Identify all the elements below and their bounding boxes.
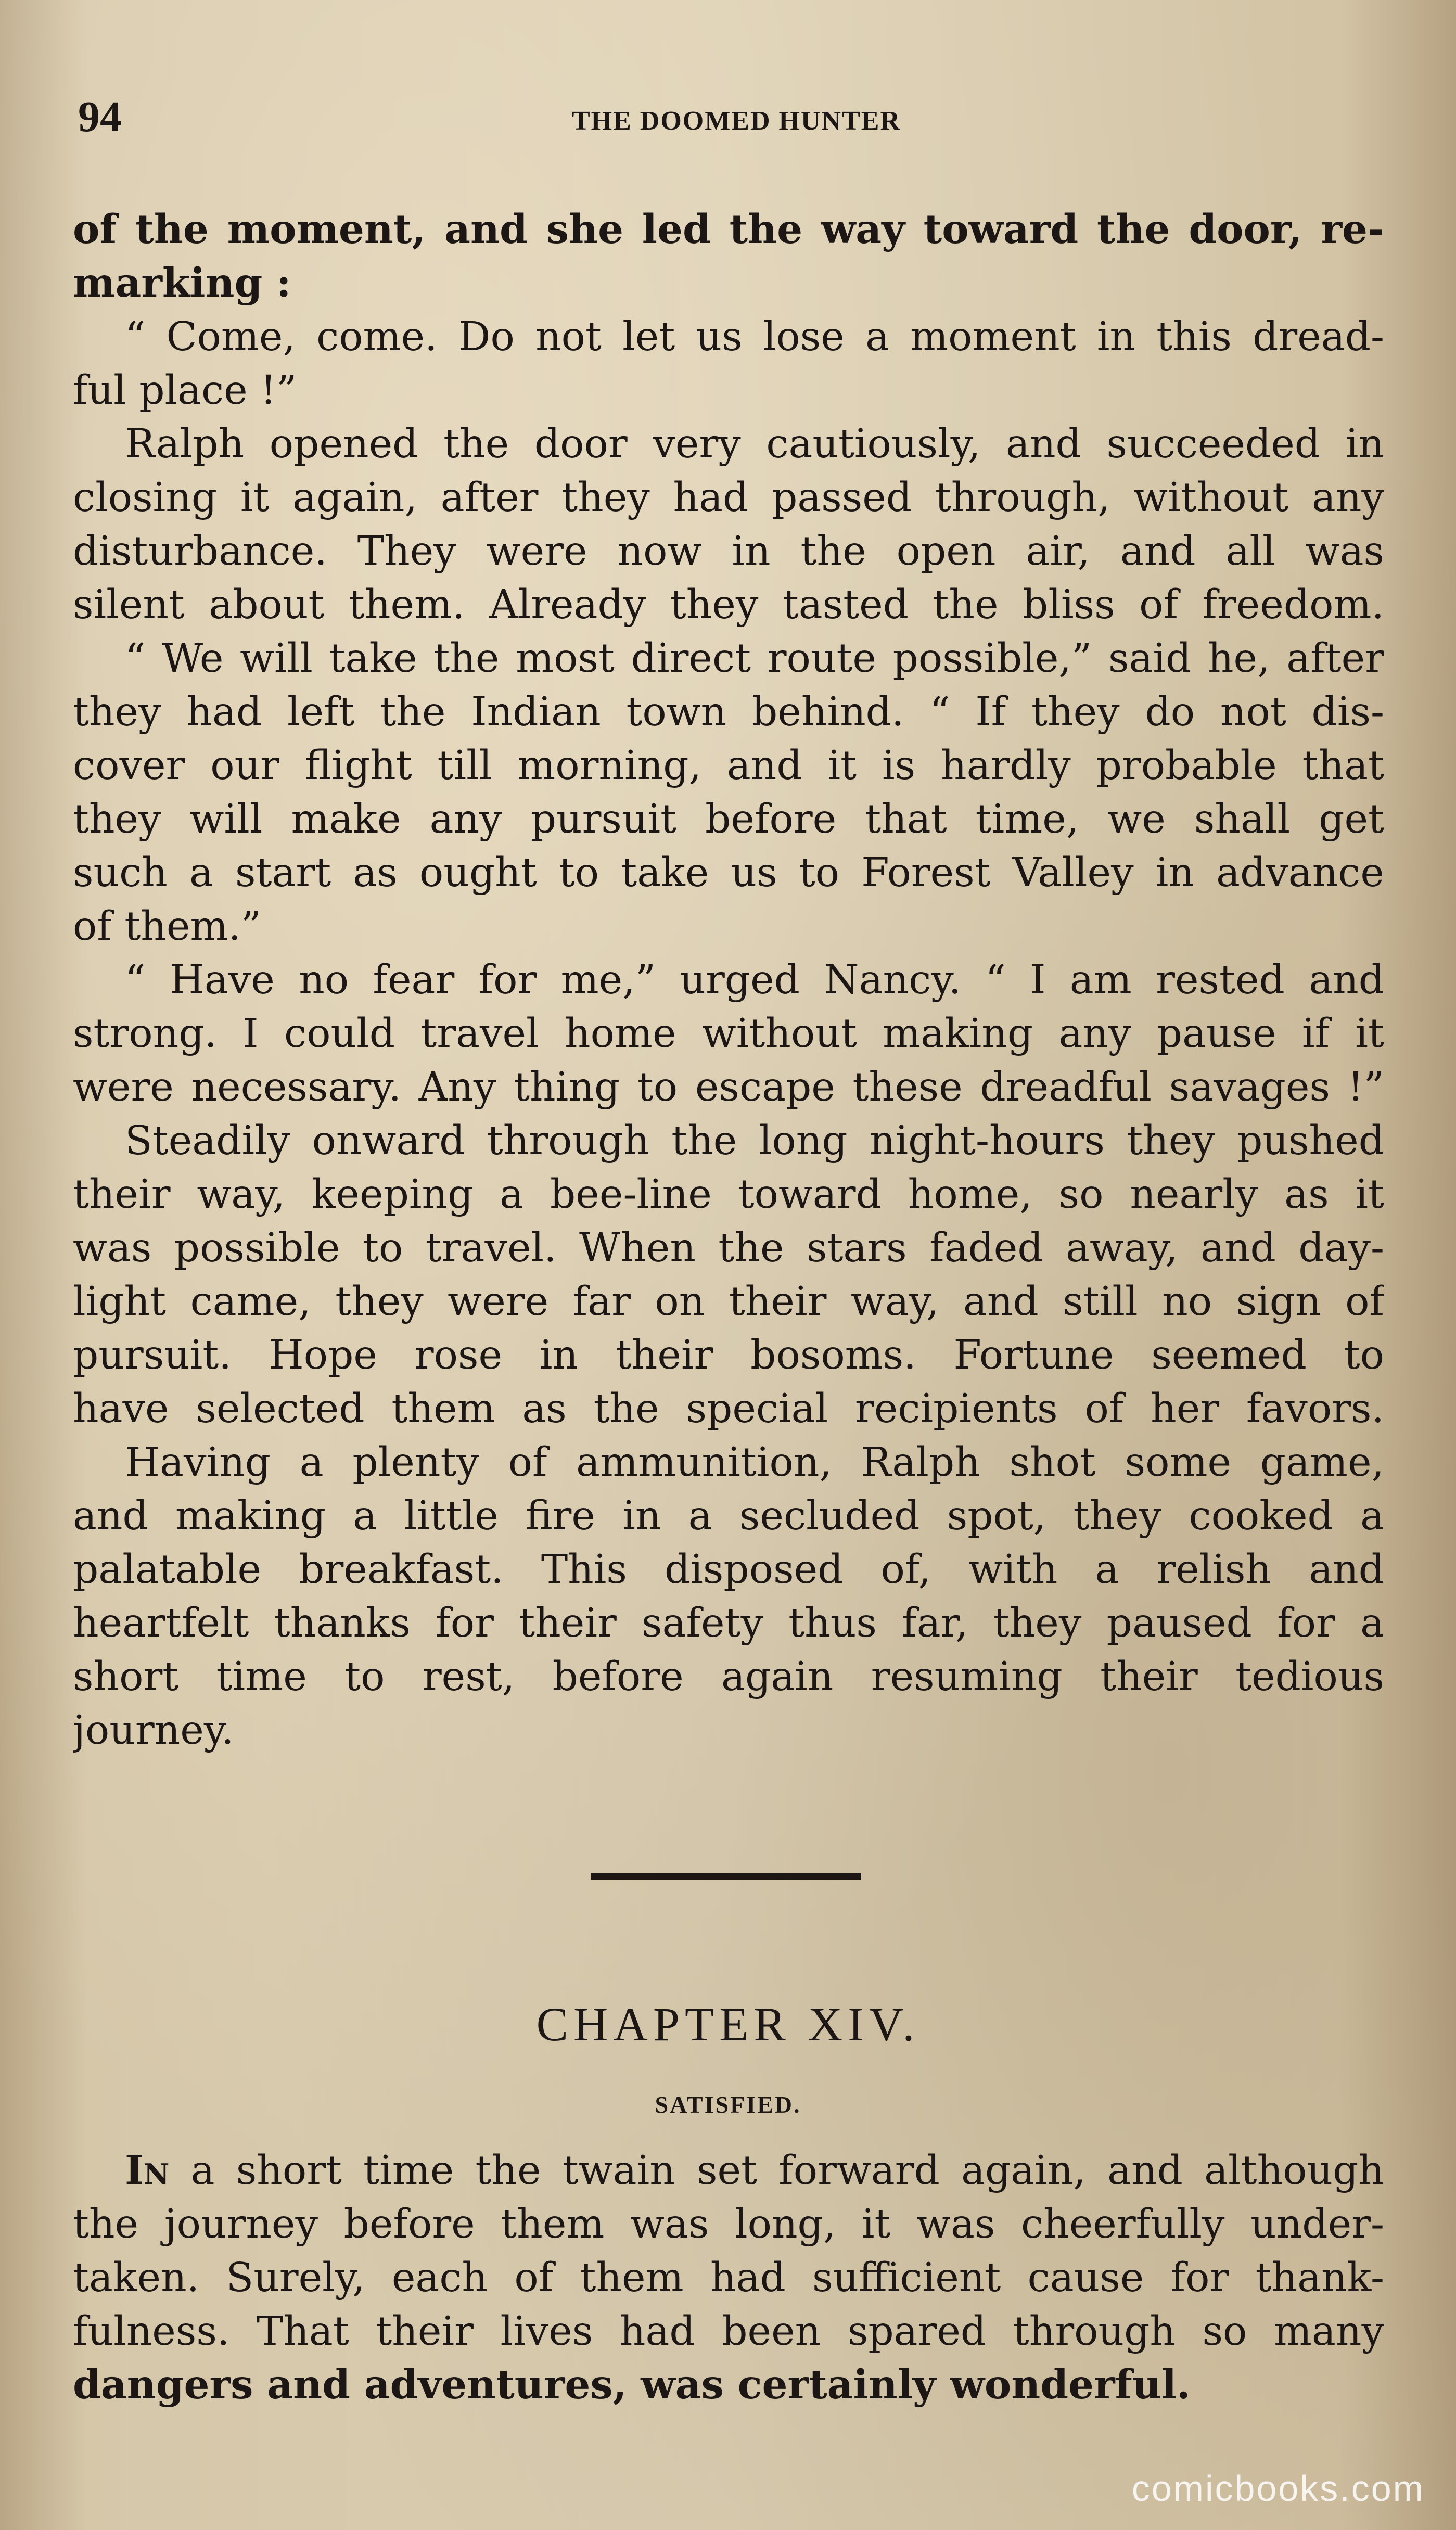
text-line: silent about them. Already they tasted the bliss of freedom. <box>73 582 1384 628</box>
text-line: ful place !” <box>73 367 297 414</box>
text-line: light came, they were far on their way, and still no sign of <box>73 1279 1384 1325</box>
running-head: THE DOOMED HUNTER <box>571 106 901 136</box>
text-line: was possible to travel. When the stars faded away, and day- <box>73 1225 1384 1271</box>
page-number: 94 <box>78 93 122 141</box>
page-header <box>78 91 1395 148</box>
text-line: disturbance. They were now in the open air, and all was <box>73 528 1384 574</box>
text-line: of the moment, and she led the way toward the door, re- <box>73 206 1384 253</box>
chapter-subtitle: SATISFIED. <box>655 2091 801 2118</box>
text-line: they had left the Indian town behind. “ If they do not dis- <box>73 689 1384 735</box>
text-line: cover our flight till morning, and it is hardly probable that <box>73 743 1384 789</box>
text-line: their way, keeping a bee-line toward home, so nearly as it <box>73 1171 1384 1218</box>
text-line: and making a little fire in a secluded spot, they cooked a <box>73 1493 1384 1539</box>
chapter-first-word: In <box>125 2147 170 2194</box>
text-line: “ We will take the most direct route possible,” said he, after <box>125 635 1384 682</box>
text-line: pursuit. Hope rose in their bosoms. Fortune seemed to <box>73 1332 1384 1378</box>
text-line: “ Come, come. Do not let us lose a moment in this dread- <box>125 314 1384 360</box>
text-line: such a start as ought to take us to Forest Valley in advance <box>73 850 1384 896</box>
text-line: closing it again, after they had passed through, without any <box>73 475 1384 521</box>
text-line: Steadily onward through the long night-hours they pushed <box>125 1118 1384 1164</box>
text-line: palatable breakfast. This disposed of, with a relish and <box>73 1547 1384 1593</box>
watermark: comicbooks.com <box>1131 2468 1425 2509</box>
text-line: journey. <box>73 1707 234 1754</box>
section-divider <box>591 1873 861 1880</box>
text-line: strong. I could travel home without making any pause if it <box>73 1011 1384 1057</box>
text-line: they will make any pursuit before that time, we shall get <box>73 796 1384 842</box>
body-text <box>73 203 1384 1757</box>
text-line: heartfelt thanks for their safety thus far, they paused for a <box>73 1600 1384 1646</box>
chapter-first-line <box>73 2144 1384 2197</box>
text-line: fulness. That their lives had been spared through so many <box>73 2308 1384 2355</box>
text-line: dangers and adventures, was certainly wonderful. <box>73 2361 1191 2408</box>
text-line: the journey before them was long, it was cheerfully under- <box>73 2201 1384 2247</box>
text-line: of them.” <box>73 903 262 950</box>
chapter-title: CHAPTER XIV. <box>536 1998 920 2051</box>
chapter-text <box>73 2144 1384 2412</box>
chapter-first-line-rest: a short time the twain set forward again, and although <box>169 2148 1384 2194</box>
text-line: “ Have no fear for me,” urged Nancy. “ I am rested and <box>125 957 1384 1003</box>
text-line: Having a plenty of ammunition, Ralph shot some game, <box>125 1439 1384 1486</box>
text-line: short time to rest, before again resuming their tedious <box>73 1654 1384 1700</box>
text-line: marking : <box>73 260 291 306</box>
text-line: Ralph opened the door very cautiously, and succeeded in <box>125 421 1384 467</box>
text-line: were necessary. Any thing to escape these dreadful savages !” <box>73 1064 1384 1110</box>
text-line: taken. Surely, each of them had sufficient cause for thank- <box>73 2255 1384 2301</box>
text-line: have selected them as the special recipients of her favors. <box>73 1386 1384 1432</box>
